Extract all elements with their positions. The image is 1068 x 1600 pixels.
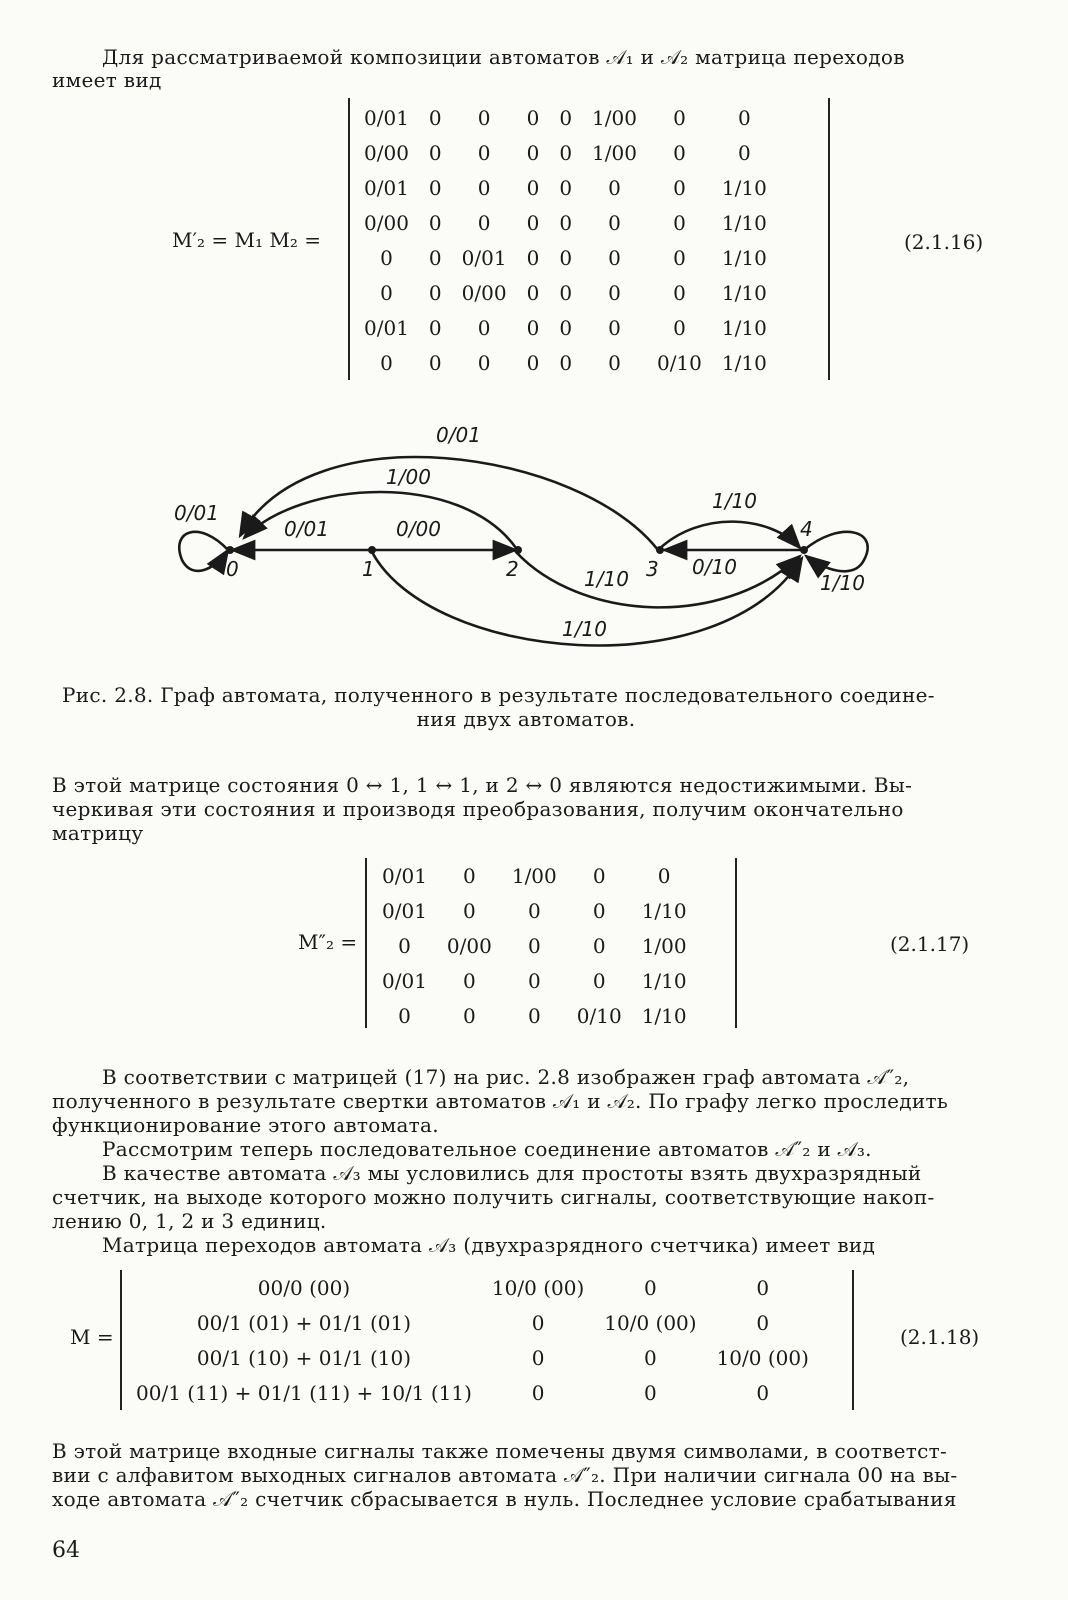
matrix-cell: 0 <box>527 898 541 923</box>
matrix-cell: 1/00 <box>511 863 557 888</box>
matrix-cell: 0 <box>526 105 540 130</box>
matrix-cell: 0 <box>526 140 540 165</box>
para3-line-2: вии с алфавитом выходных сигналов автомата 𝒜″₂. При наличии сигнала 00 на вы- <box>52 1463 958 1487</box>
eq18-number: (2.1.18) <box>900 1325 980 1349</box>
matrix-cell: 1/10 <box>721 350 767 375</box>
matrix-cell: 1/00 <box>641 933 687 958</box>
matrix-cell: 0 <box>608 315 621 340</box>
matrix-cell: 10/0 (00) <box>491 1275 585 1300</box>
matrix-cell: 0 <box>526 210 540 235</box>
matrix-cell: 0 <box>526 245 540 270</box>
matrix-cell: 0/10 <box>656 350 702 375</box>
para3-line-1: В этой матрице входные сигналы также помечены двумя символами, в соответст- <box>52 1439 948 1463</box>
matrix-cell: 0 <box>463 1003 476 1028</box>
intro-line-2: имеет вид <box>52 68 162 92</box>
para1-line-1: В этой матрице состояния 0 ↔ 1, 1 ↔ 1, и 2 ↔ 0 являются недостижимыми. Вы- <box>52 773 913 797</box>
matrix-cell: 0 <box>608 175 621 200</box>
matrix-row <box>354 170 777 205</box>
matrix-cell: 0/00 <box>364 210 409 235</box>
eq16-number: (2.1.16) <box>904 230 984 254</box>
automaton-graph <box>160 410 900 670</box>
matrix-cell: 00/1 (01) + 01/1 (01) <box>196 1310 412 1335</box>
matrix-cell: 0 <box>526 350 540 375</box>
page-number: 64 <box>52 1538 80 1563</box>
edge-label-1-2: 0/00 <box>396 517 441 541</box>
matrix-cell: 0 <box>380 280 393 305</box>
edge-label-1-4: 1/10 <box>562 617 607 641</box>
matrix-cell: 1/00 <box>592 140 637 165</box>
matrix-row <box>126 1375 819 1410</box>
matrix-cell: 1/10 <box>641 968 687 993</box>
matrix-cell: 0 <box>559 315 573 340</box>
matrix-cell: 1/10 <box>721 280 767 305</box>
matrix-row <box>372 928 697 963</box>
matrix-cell: 0 <box>526 175 540 200</box>
matrix-row <box>354 135 777 170</box>
matrix-row <box>372 858 697 893</box>
matrix-cell: 0 <box>428 210 442 235</box>
matrix-cell: 0 <box>559 140 573 165</box>
matrix-cell: 0 <box>531 1345 545 1370</box>
matrix-cell: 0 <box>644 1345 657 1370</box>
matrix-cell: 0 <box>531 1380 545 1405</box>
matrix-cell: 0 <box>559 105 573 130</box>
matrix-cell: 0 <box>673 140 686 165</box>
matrix-cell: 0 <box>673 280 686 305</box>
matrix-cell: 0 <box>673 105 686 130</box>
edge-label-2-0: 1/00 <box>386 465 431 489</box>
matrix-cell: 1/10 <box>641 898 687 923</box>
graph-node-4 <box>800 546 808 554</box>
matrix-cell: 1/10 <box>721 245 767 270</box>
eq17-matrix <box>372 858 697 1033</box>
eq16-lhs: M′₂ = M₁ M₂ = <box>172 228 321 252</box>
edge-label-loop0: 0/01 <box>174 501 219 525</box>
figure-caption-line-1: Рис. 2.8. Граф автомата, полученного в результате последовательного соедине- <box>62 683 935 707</box>
matrix-cell: 0 <box>592 898 606 923</box>
matrix-cell: 0 <box>644 1275 657 1300</box>
matrix-cell: 0 <box>756 1380 770 1405</box>
matrix-cell: 0/01 <box>364 105 409 130</box>
matrix-cell: 0 <box>559 175 573 200</box>
para2-line-3: функционирование этого автомата. <box>52 1113 439 1137</box>
para2-line-7: лению 0, 1, 2 и 3 единиц. <box>52 1209 327 1233</box>
edge-label-3-4: 1/10 <box>712 489 757 513</box>
matrix-cell: 0 <box>398 1003 411 1028</box>
matrix-cell: 0 <box>463 898 476 923</box>
matrix-row <box>126 1270 819 1305</box>
matrix-cell: 0 <box>608 280 621 305</box>
matrix-cell: 0 <box>608 210 621 235</box>
graph-node-0 <box>226 546 234 554</box>
matrix-cell: 0 <box>477 175 491 200</box>
matrix-cell: 0 <box>477 140 491 165</box>
matrix-cell: 0 <box>428 245 442 270</box>
edge-label-1-0: 0/01 <box>284 517 329 541</box>
matrix-cell: 0 <box>592 933 606 958</box>
matrix-row <box>354 205 777 240</box>
eq18-lhs: M = <box>70 1325 114 1349</box>
matrix-row <box>372 963 697 998</box>
matrix-cell: 0 <box>428 140 442 165</box>
matrix-cell: 00/0 (00) <box>257 1275 351 1300</box>
graph-node-label-1: 1 <box>362 557 375 581</box>
eq18-matrix <box>126 1270 819 1410</box>
matrix-cell: 0/01 <box>382 898 427 923</box>
para2-line-1: В соответствии с матрицей (17) на рис. 2.8 изображен граф автомата 𝒜″₂, <box>102 1065 910 1089</box>
matrix-cell: 0 <box>398 933 411 958</box>
matrix-cell: 0 <box>477 315 491 340</box>
graph-node-label-2: 2 <box>506 557 519 581</box>
matrix-cell: 0 <box>477 105 491 130</box>
matrix-row <box>354 240 777 275</box>
matrix-cell: 0 <box>673 245 686 270</box>
matrix-cell: 1/10 <box>721 315 767 340</box>
graph-node-1 <box>368 546 376 554</box>
matrix-cell: 0/01 <box>382 968 427 993</box>
matrix-cell: 0 <box>380 245 393 270</box>
matrix-cell: 0 <box>592 863 606 888</box>
figure-caption-line-2: ния двух автоматов. <box>416 707 636 731</box>
matrix-cell: 10/0 (00) <box>604 1310 697 1335</box>
matrix-cell: 0 <box>380 350 393 375</box>
matrix-cell: 0 <box>592 968 606 993</box>
matrix-cell: 0 <box>756 1310 770 1335</box>
eq16-matrix <box>354 100 777 380</box>
matrix-cell: 0 <box>477 350 491 375</box>
matrix-cell: 0/00 <box>364 140 409 165</box>
intro-line-1: Для рассматриваемой композиции автоматов 𝒜₁ и 𝒜₂ матрица переходов <box>102 45 905 69</box>
matrix-cell: 0/01 <box>364 175 409 200</box>
para3-line-3: ходе автомата 𝒜″₂ счетчик сбрасывается в нуль. Последнее условие срабатывания <box>52 1487 957 1511</box>
para2-line-6: счетчик, на выходе которого можно получить сигналы, соответствующие накоп- <box>52 1185 935 1209</box>
para2-line-5: В качестве автомата 𝒜₃ мы условились для простоты взять двухразрядный <box>102 1161 922 1185</box>
matrix-cell: 0 <box>428 105 442 130</box>
matrix-cell: 1/10 <box>641 1003 687 1028</box>
graph-node-label-4: 4 <box>800 517 813 541</box>
matrix-cell: 0 <box>673 315 686 340</box>
matrix-cell: 0/00 <box>461 280 507 305</box>
matrix-cell: 0 <box>559 210 573 235</box>
matrix-cell: 0 <box>531 1310 545 1335</box>
matrix-cell: 0 <box>673 175 686 200</box>
matrix-cell: 0 <box>673 210 686 235</box>
matrix-row <box>354 100 777 135</box>
edge-3-4 <box>658 522 800 550</box>
para1-line-2: черкивая эти состояния и производя преобразования, получим окончательно <box>52 797 904 821</box>
matrix-cell: 0 <box>463 863 476 888</box>
matrix-cell: 0/10 <box>576 1003 622 1028</box>
matrix-cell: 0 <box>526 315 540 340</box>
matrix-cell: 00/1 (11) + 01/1 (11) + 10/1 (11) <box>136 1380 472 1405</box>
matrix-cell: 0 <box>463 968 476 993</box>
matrix-cell: 00/1 (10) + 01/1 (10) <box>196 1345 412 1370</box>
matrix-cell: 0 <box>737 105 751 130</box>
graph-node-2 <box>514 546 522 554</box>
matrix-cell: 0 <box>657 863 671 888</box>
matrix-cell: 0/00 <box>446 933 492 958</box>
graph-node-3 <box>656 546 664 554</box>
matrix-row <box>126 1305 819 1340</box>
matrix-cell: 0 <box>428 175 442 200</box>
matrix-cell: 0 <box>559 245 573 270</box>
matrix-cell: 1/10 <box>721 210 767 235</box>
edge-label-2-4: 1/10 <box>584 567 629 591</box>
edge-label-4-3: 0/10 <box>692 555 737 579</box>
matrix-cell: 0 <box>559 280 573 305</box>
edge-label-loop4: 1/10 <box>820 571 865 595</box>
eq17-number: (2.1.17) <box>890 932 970 956</box>
matrix-cell: 0 <box>428 315 442 340</box>
matrix-row <box>372 893 697 928</box>
matrix-cell: 0 <box>644 1380 657 1405</box>
matrix-cell: 0 <box>477 210 491 235</box>
matrix-cell: 0/01 <box>364 315 409 340</box>
matrix-cell: 0 <box>756 1275 770 1300</box>
matrix-cell: 0 <box>559 350 573 375</box>
matrix-cell: 0 <box>608 245 621 270</box>
matrix-cell: 10/0 (00) <box>716 1345 809 1370</box>
para1-line-3: матрицу <box>52 821 144 845</box>
matrix-row <box>354 310 777 345</box>
matrix-cell: 0 <box>608 350 621 375</box>
matrix-row <box>354 275 777 310</box>
matrix-cell: 1/10 <box>721 175 767 200</box>
matrix-cell: 0 <box>527 933 541 958</box>
matrix-cell: 0/01 <box>461 245 507 270</box>
graph-node-label-3: 3 <box>646 557 659 581</box>
para2-line-8: Матрица переходов автомата 𝒜₃ (двухразрядного счетчика) имеет вид <box>102 1233 876 1257</box>
matrix-row <box>126 1340 819 1375</box>
matrix-cell: 0 <box>428 280 442 305</box>
matrix-cell: 0 <box>428 350 442 375</box>
matrix-row <box>354 345 777 380</box>
graph-node-label-0: 0 <box>226 557 239 581</box>
edge-label-3-0: 0/01 <box>436 423 481 447</box>
eq17-lhs: M″₂ = <box>298 930 358 954</box>
para2-line-2: полученного в результате свертки автоматов 𝒜₁ и 𝒜₂. По графу легко проследить <box>52 1089 949 1113</box>
matrix-cell: 0/01 <box>382 863 427 888</box>
matrix-cell: 0 <box>526 280 540 305</box>
matrix-cell: 0 <box>527 968 541 993</box>
matrix-row <box>372 998 697 1033</box>
matrix-cell: 1/00 <box>592 105 637 130</box>
edge-loop-4 <box>804 532 868 571</box>
matrix-cell: 0 <box>527 1003 541 1028</box>
para2-line-4: Рассмотрим теперь последовательное соединение автоматов 𝒜″₂ и 𝒜₃. <box>102 1137 872 1161</box>
matrix-cell: 0 <box>737 140 751 165</box>
edge-loop-0 <box>179 532 228 571</box>
